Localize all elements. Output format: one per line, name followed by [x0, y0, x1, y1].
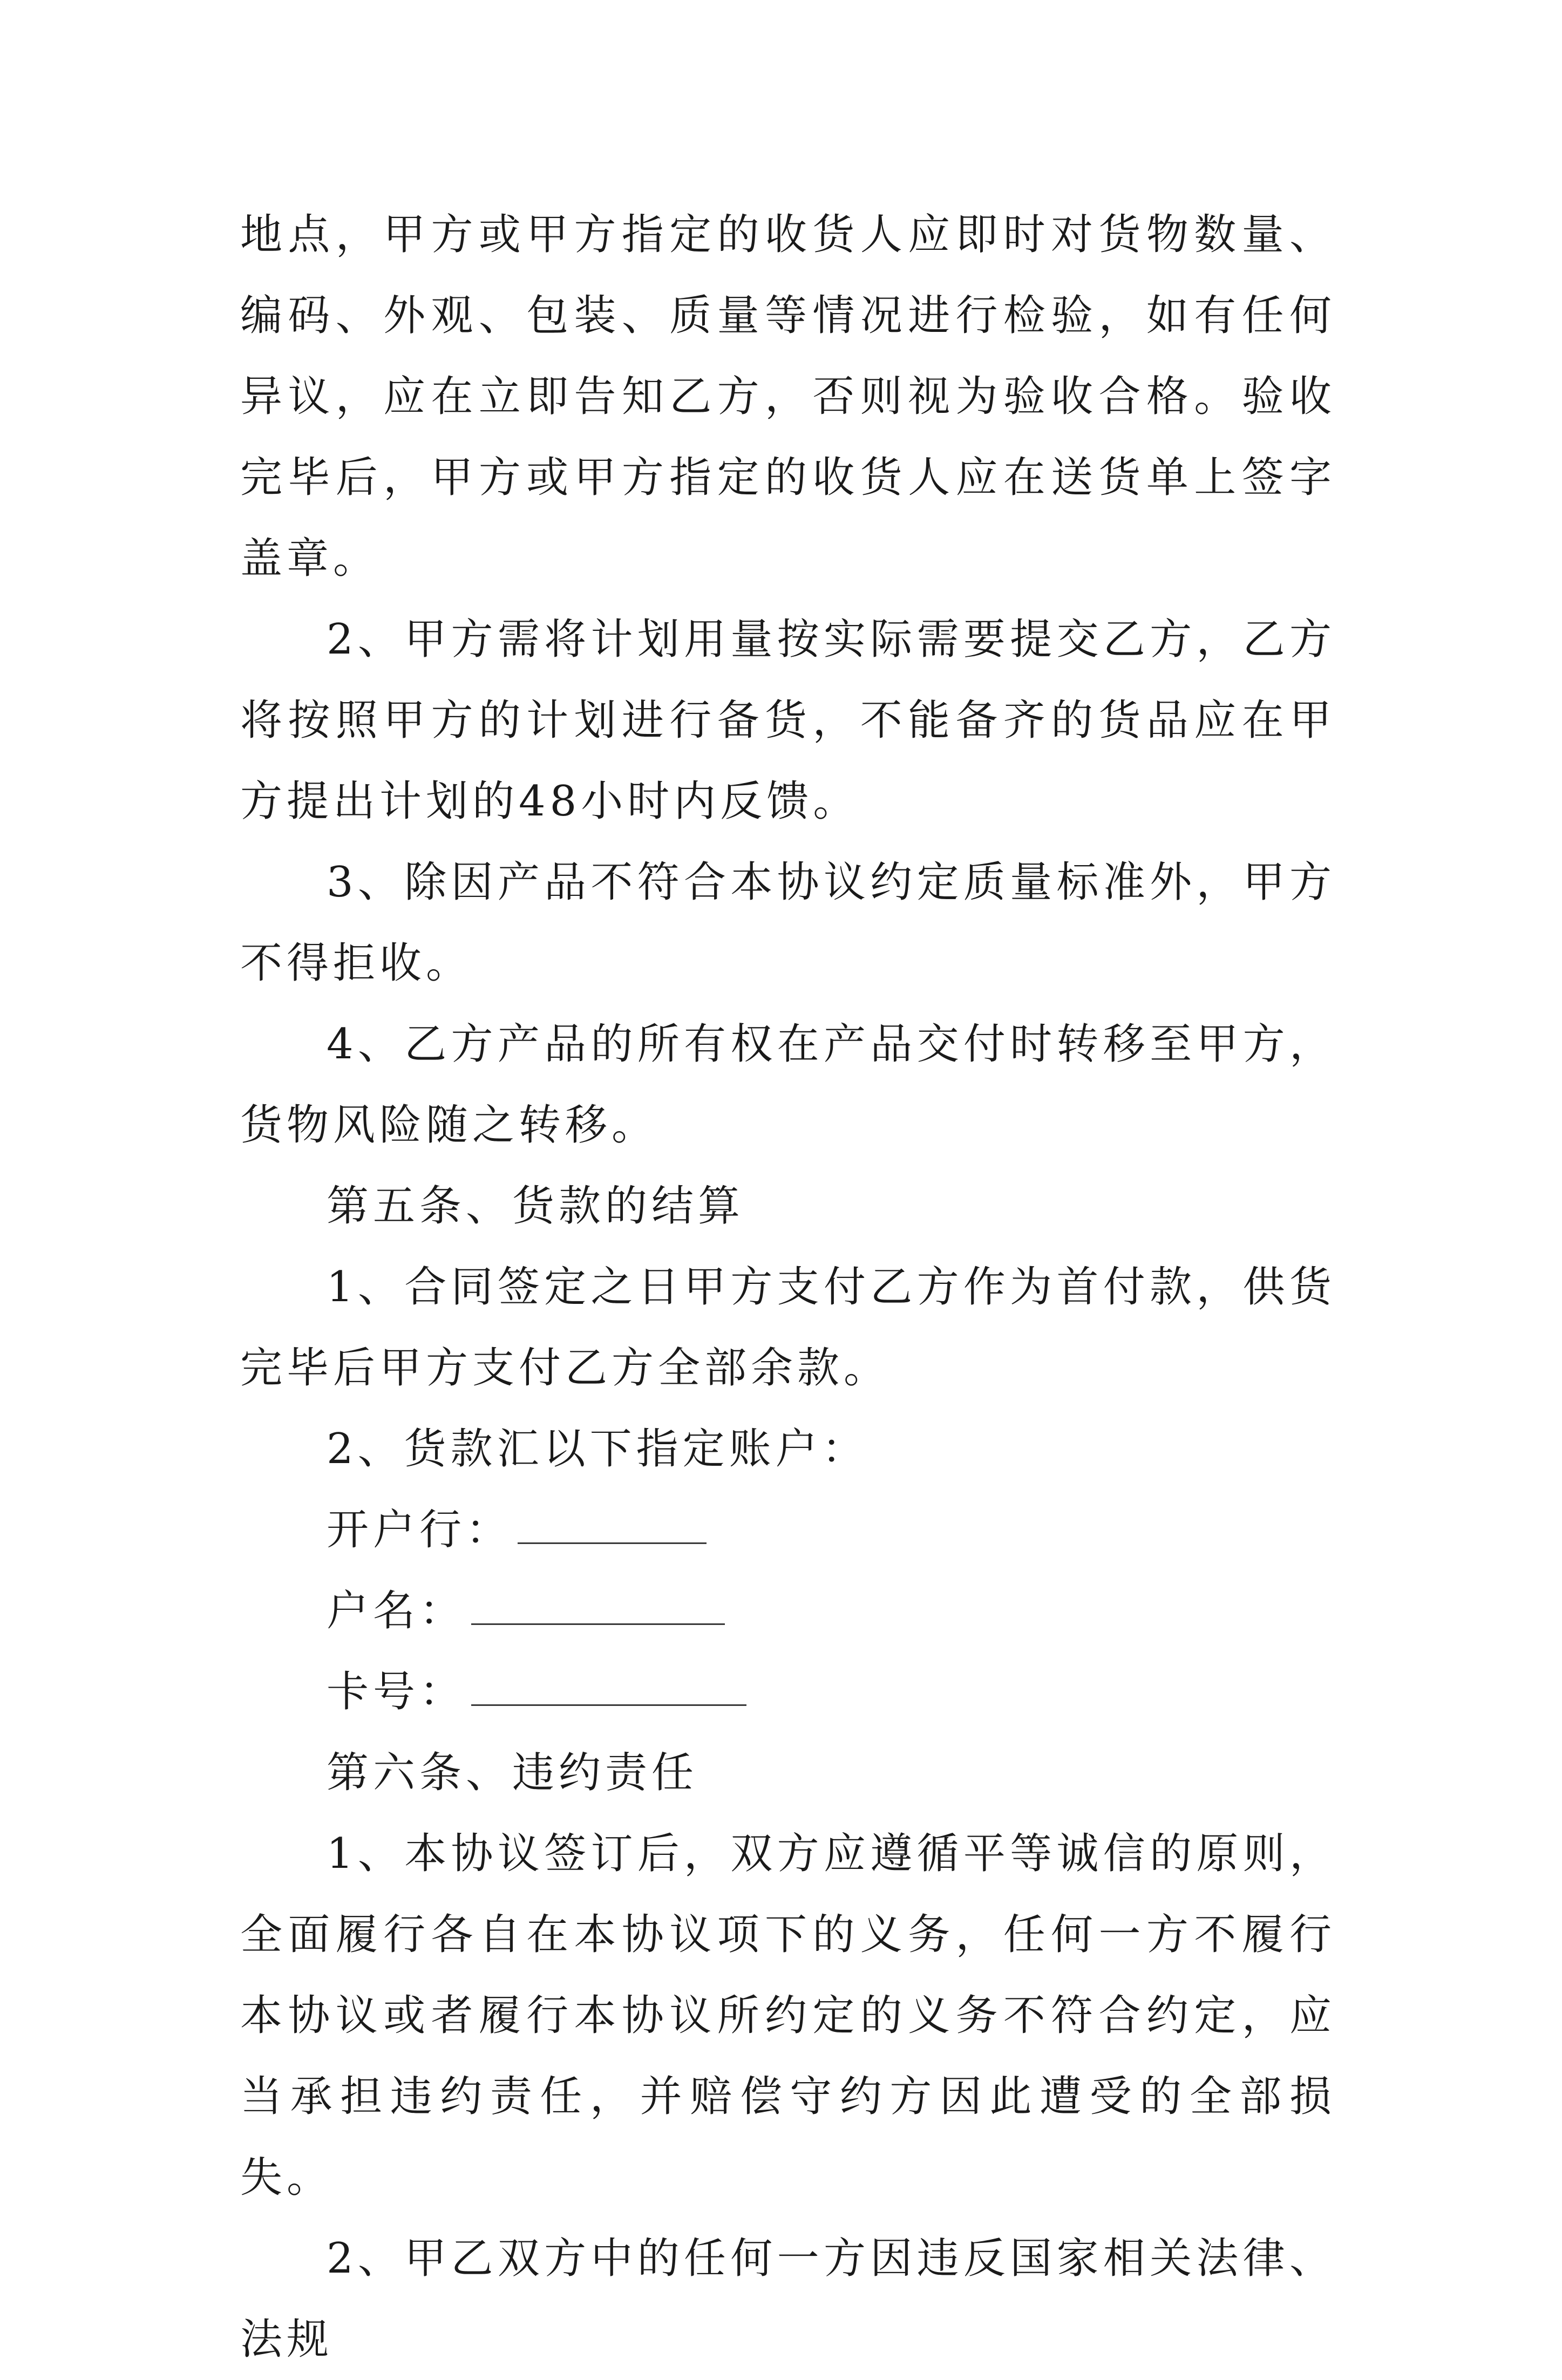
- card-number-blank-line: [471, 1672, 746, 1706]
- paragraph-clause-4-ownership: 4、乙方产品的所有权在产品交付时转移至甲方，货物风险随之转移。: [240, 1020, 1336, 1150]
- paragraph-article-5-clause-2: 2、货款汇以下指定账户：: [327, 1425, 868, 1473]
- paragraph-article-5-clause-1: 1、合同签定之日甲方支付乙方作为首付款，供货完毕后甲方支付乙方全部余款。: [240, 1263, 1336, 1392]
- paragraph-clause-3-reject: 3、除因产品不符合本协议约定质量标准外，甲方不得拒收。: [240, 858, 1336, 988]
- bank-blank-line: [518, 1510, 707, 1544]
- bank-label: 开户行：: [327, 1506, 513, 1554]
- paragraph-article-6-clause-2: 2、甲乙双方中的任何一方因违反国家相关法律、法规: [240, 2234, 1336, 2364]
- heading-article-6: 第六条、违约责任: [327, 1749, 698, 1797]
- card-number-label: 卡号：: [327, 1668, 466, 1716]
- paragraph-article-6-clause-1: 1、本协议签订后，双方应遵循平等诚信的原则，全面履行各自在本协议项下的义务，任何一方不履行本协议或者履行本协议所约定的义务不符合约定，应当承担违约责任，并赔偿守约方因此遭受的全部损失。: [240, 1830, 1336, 2202]
- account-name-blank-line: [471, 1591, 725, 1625]
- account-name-label: 户名：: [327, 1587, 466, 1635]
- heading-article-5: 第五条、货款的结算: [327, 1182, 745, 1230]
- card-number-field: [240, 1651, 1336, 1732]
- paragraph-clause-2-plan: 2、甲方需将计划用量按实际需要提交乙方，乙方将按照甲方的计划进行备货，不能备齐的货品应在甲方提出计划的48小时内反馈。: [240, 615, 1336, 826]
- document-body: [240, 194, 1336, 2380]
- account-name-field: [240, 1570, 1336, 1651]
- paragraph-inspection-continued: 地点，甲方或甲方指定的收货人应即时对货物数量、编码、外观、包装、质量等情况进行检验，如有任何异议，应在立即告知乙方，否则视为验收合格。验收完毕后，甲方或甲方指定的收货人应在送货单上签字盖章。: [240, 210, 1336, 583]
- bank-field: [240, 1490, 1336, 1570]
